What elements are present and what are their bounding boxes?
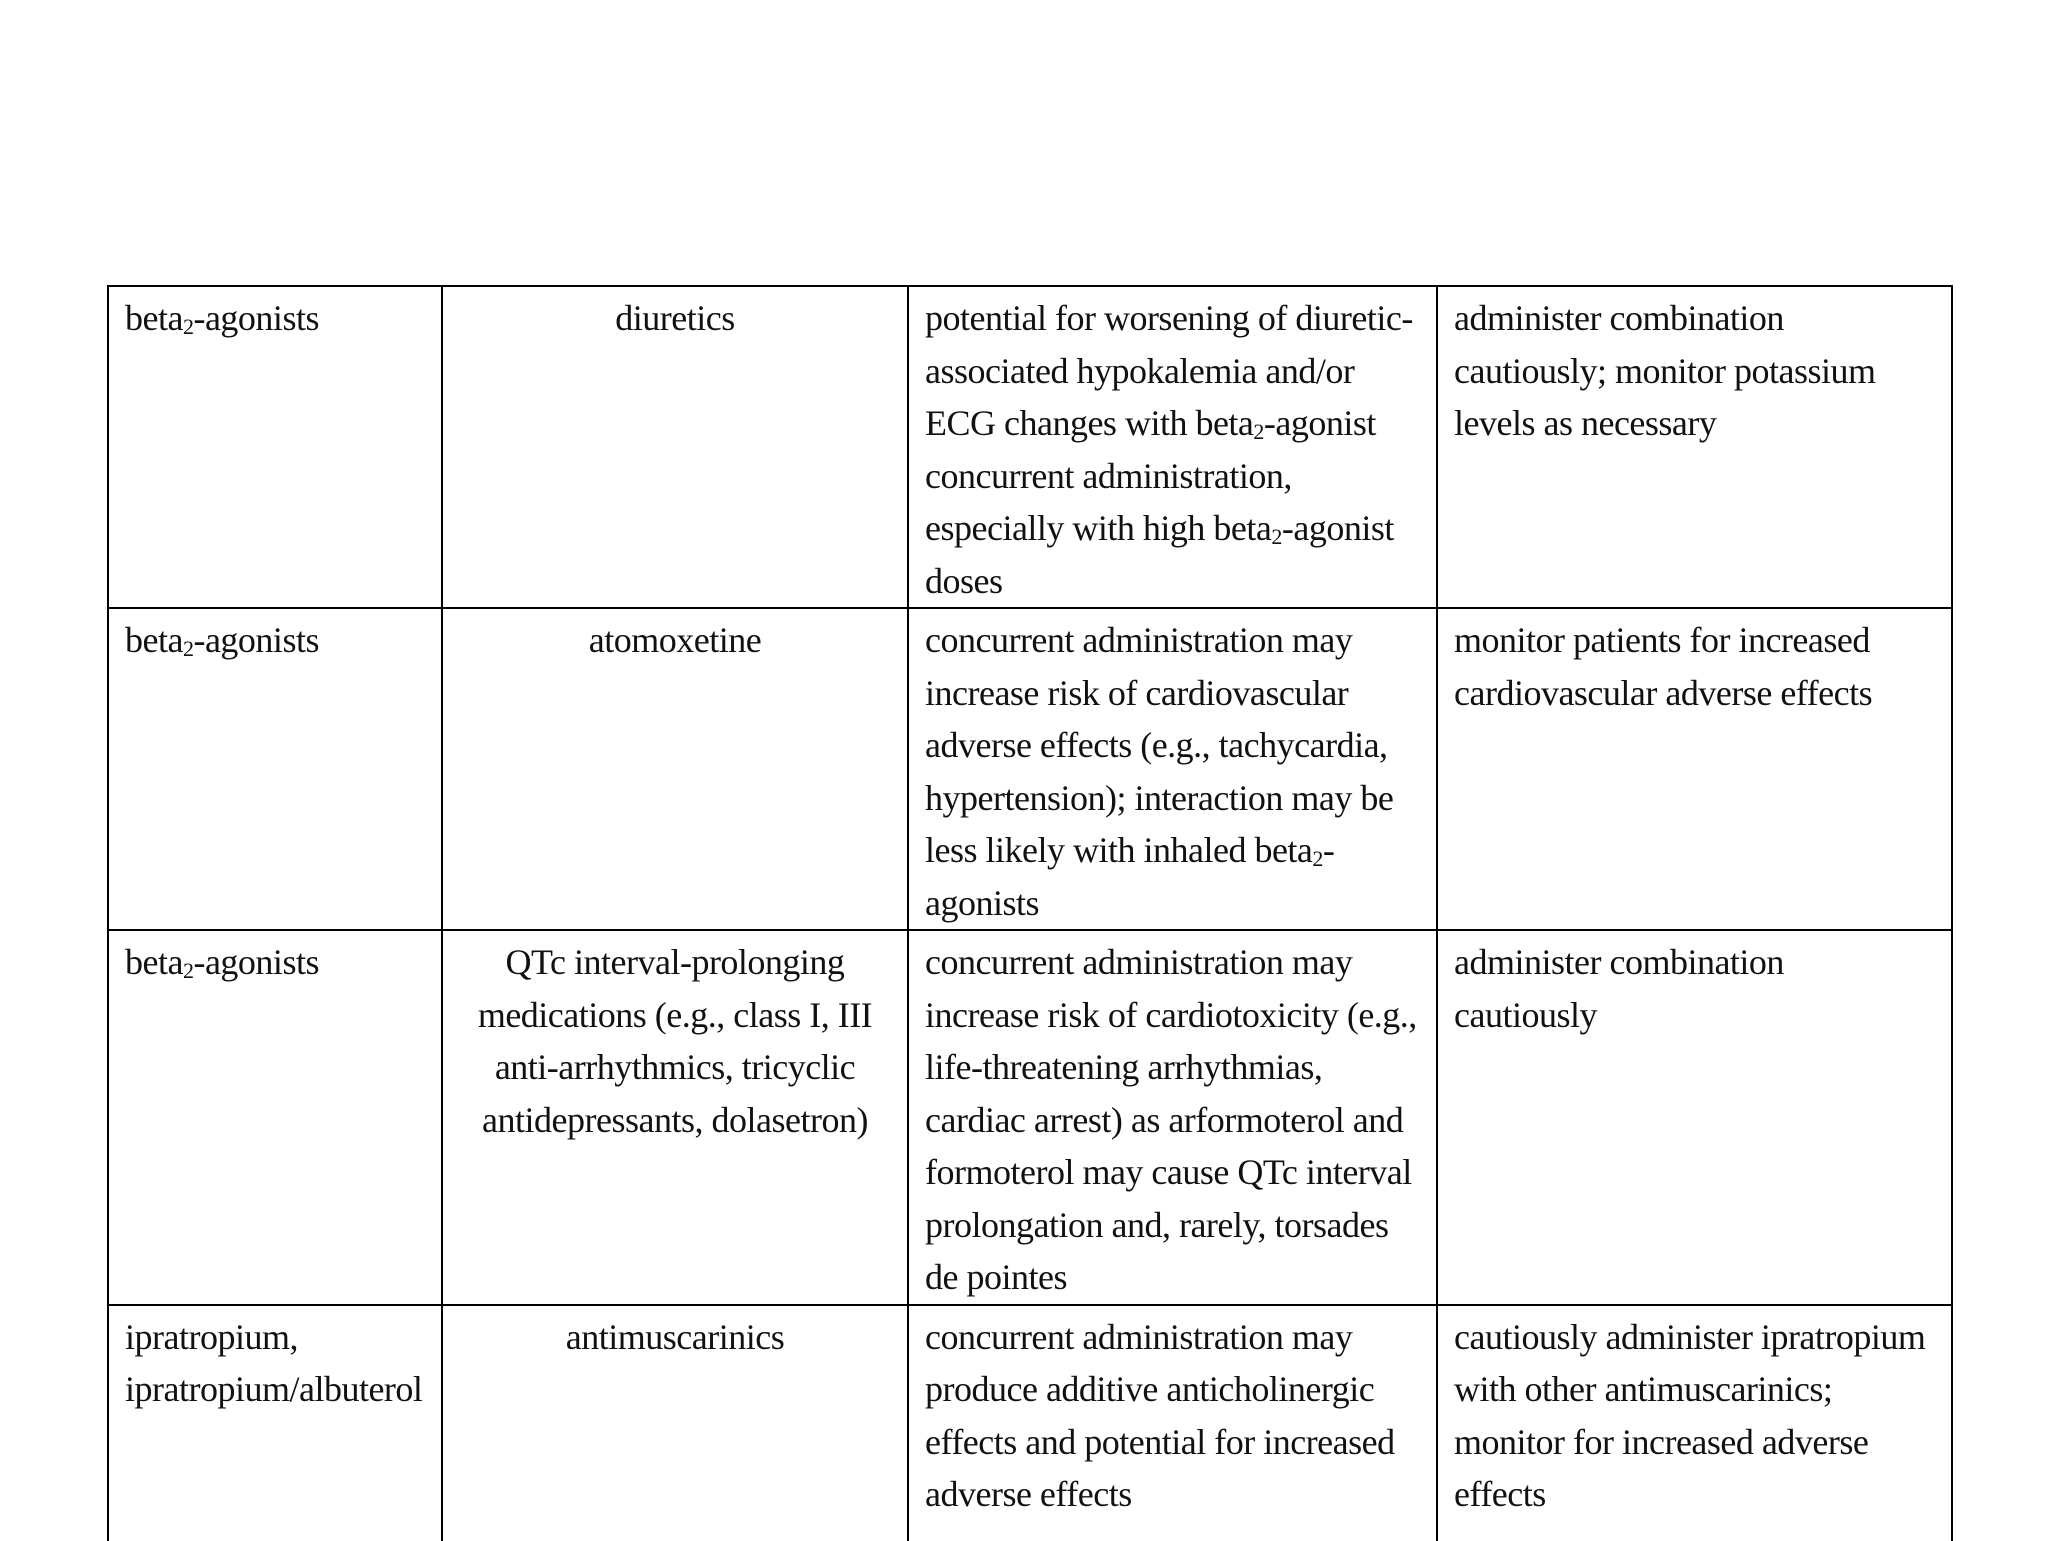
interacting-drug-cell: diuretics: [442, 286, 908, 608]
table-row: [108, 1305, 1952, 1541]
drug-cell: ipratropium, ipratropium/albuterol: [108, 1305, 442, 1541]
table-row: [108, 608, 1952, 930]
effect-cell: concurrent administration may increase risk of cardiotoxicity (e.g., life-threatening arrhythmias, cardiac arrest) as arformoterol and formoterol may cause QTc interval prolongation and, rarely, torsades de pointes: [908, 930, 1437, 1305]
interacting-drug-cell: antimuscarinics: [442, 1305, 908, 1541]
table-row: [108, 930, 1952, 1305]
effect-cell: concurrent administration may produce additive anticholinergic effects and potential for increased adverse effects: [908, 1305, 1437, 1541]
drug-cell: beta$_2$-agonists: [108, 286, 442, 608]
effect-cell: potential for worsening of diuretic-associated hypokalemia and/or ECG changes with beta$_2$-agonist concurrent administration, especially with high beta$_2$-agonist doses: [908, 286, 1437, 608]
drug-interaction-table: [107, 285, 1953, 1541]
drug-interaction-table-container: [107, 285, 1946, 1514]
drug-cell: beta$_2$-agonists: [108, 608, 442, 930]
effect-cell: concurrent administration may increase risk of cardiovascular adverse effects (e.g., tachycardia, hypertension); interaction may be less likely with inhaled beta$_2$-agonists: [908, 608, 1437, 930]
management-cell: cautiously administer ipratropium with other antimuscarinics; monitor for increased adverse effects: [1437, 1305, 1952, 1541]
management-cell: monitor patients for increased cardiovascular adverse effects: [1437, 608, 1952, 930]
management-cell: administer combination cautiously; monitor potassium levels as necessary: [1437, 286, 1952, 608]
table-row: [108, 286, 1952, 608]
drug-cell: beta$_2$-agonists: [108, 930, 442, 1305]
interacting-drug-cell: QTc interval-prolonging medications (e.g., class I, III anti-arrhythmics, tricyclic antidepressants, dolasetron): [442, 930, 908, 1305]
management-cell: administer combination cautiously: [1437, 930, 1952, 1305]
interacting-drug-cell: atomoxetine: [442, 608, 908, 930]
